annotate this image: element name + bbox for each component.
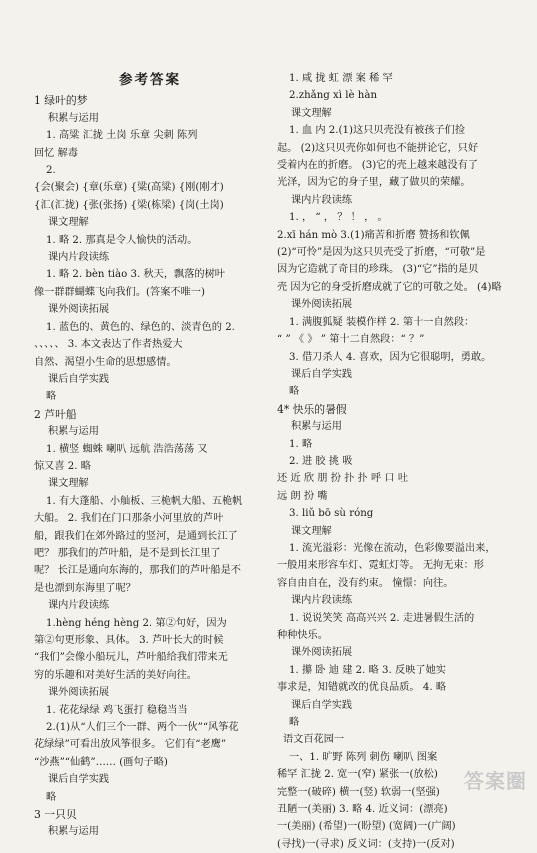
subsection-heading: 课内片段读练: [48, 600, 110, 612]
answer-line: 1. 血 内 2.(1)这只贝壳没有被孩子们捡: [289, 125, 466, 137]
answer-line: 花绿绿”可看出放风筝很多。 它们有“老鹰”: [34, 739, 227, 751]
answer-line: 事求是，知错就改的优良品质。 4. 略: [277, 682, 447, 694]
subsection-heading: 课外阅读拓展: [48, 687, 110, 699]
answer-line: 光泽，因为它的身子里，藏了做贝的荣耀。: [277, 177, 471, 189]
answer-line: 、、、、、 3. 本文表达了作者热爱大: [34, 339, 183, 351]
answer-line: 起。 (2)这只贝壳你如何也不能拼论它，只好: [277, 142, 479, 154]
subsection-heading: 积累与运用: [291, 421, 342, 433]
answer-line: 一(美丽) (希望)一(盼望) (宽阔)一(广阔): [277, 821, 456, 833]
answer-line: 回忆 解毒: [34, 147, 78, 159]
left-column: [34, 70, 266, 841]
answer-line: 一般用来形容车灯、霓虹灯等。 无拘无束：形: [277, 560, 484, 572]
section-heading: 1 绿叶的梦: [34, 94, 88, 108]
answer-line: 1. 蓝色的、黄色的、绿色的、淡青色的 2.: [46, 321, 235, 333]
subsection-heading: 课后自学实践: [291, 368, 353, 380]
answer-line: 容自由自在，没有约束。 憧憬：向往。: [277, 577, 454, 589]
subsection-heading: 积累与运用: [48, 826, 99, 838]
answer-line: 惊又喜 2. 略: [34, 460, 91, 472]
subsection-heading: 课内片段读练: [48, 252, 110, 264]
answer-line: 1. 花花绿绿 鸡飞蛋打 稳稳当当: [46, 704, 188, 716]
subsection-heading: 课外阅读拓展: [48, 304, 110, 316]
subsection-heading: 课内片段读练: [291, 595, 353, 607]
answer-line: 第②句更形象、具体。 3. 芦叶长大的时候: [34, 635, 224, 646]
answer-line: 1. 流光溢彩：光像在流动，色彩像要溢出来，: [289, 542, 496, 554]
answer-line: 一、1. 旷野 陈列 刺伤 喇叭 图案: [289, 751, 438, 763]
subsection-heading: 课外阅读拓展: [291, 299, 353, 311]
answer-line: 1. 咸 拢 虹 漂 案 稀 罕: [289, 73, 393, 84]
answer-line: 是也漂到东海里了呢？: [34, 582, 136, 594]
answer-line: 1. 高粱 汇拢 土岗 乐章 尖刺 陈列: [46, 130, 198, 142]
answer-line: 丑陋一(美丽) 3. 略 4. 近义词：(漂亮): [277, 804, 448, 816]
subsection-heading: 课后自学实践: [291, 699, 353, 711]
answer-line: 船，跟我们在郊外路过的竖河，是通到长江了: [34, 530, 238, 542]
answer-line: “我们”会像小船玩儿，芦叶船给我们带来无: [34, 652, 228, 664]
subsection-heading: 课文理解: [291, 525, 332, 537]
answer-line: 1. 攥 卧 迪 建 2. 略 3. 反映了她实: [289, 664, 446, 676]
answer-line: 2. 进 胶 挑 吸: [289, 455, 353, 467]
section-heading: 4* 快乐的暑假: [277, 402, 347, 416]
section-heading: 2 芦叶船: [34, 407, 77, 421]
answer-line: 1. 满腹狐疑 装模作样 2. 第十一自然段：: [289, 316, 475, 328]
answer-line: 1. 略: [289, 438, 313, 450]
answer-line: 3. liǔ bō sù róng: [289, 508, 374, 520]
answer-line: 吧？ 那我们的芦叶船，是不是到长江里了: [34, 547, 221, 559]
subsection-heading: 课文理解: [291, 107, 332, 119]
answer-line: 略: [289, 717, 300, 729]
answer-line: 3. 借刀杀人 4. 喜欢，因为它很聪明，勇敢。: [289, 351, 492, 363]
page-title: 参考答案: [119, 72, 181, 88]
answer-line: {会(聚会) {章(乐章) {粱(高粱) {刚(刚才): [34, 182, 224, 194]
answer-line: 呢？ 长江是通向东海的，那我们的芦叶船是不: [34, 565, 241, 577]
answer-line: 1. 略 2. bèn tiào 3. 秋天，飘落的树叶: [46, 269, 225, 281]
answer-line: 略: [46, 791, 57, 803]
answer-line: 1. ， “ ， ？ ！ ， 。: [289, 212, 388, 224]
answer-line: 受着内在的折磨。 (3)它的壳上越来越没有了: [277, 160, 479, 172]
answer-line: 像一群群蝴蝶飞向我们。(答案不唯一): [34, 286, 205, 298]
answer-line: 稀罕 汇拢 2. 宽一(窄) 紧张一(放松): [277, 769, 438, 781]
answer-line: 1. 略 2. 那真是令人愉快的活动。: [46, 234, 198, 246]
answer-line: 大船。 2. 我们在门口那条小河里放的芦叶: [34, 513, 224, 525]
answer-line: 还 近 欣 朋 扮 扑 扑 呼 口 吐: [277, 473, 409, 485]
answer-line: 完整一(破碎) 横一(竖) 软弱一(坚强): [277, 786, 440, 798]
subsection-heading: 课内片段读练: [291, 194, 353, 206]
answer-line: 2.zhǎng xì lè hàn: [289, 90, 378, 102]
subsection-heading: 积累与运用: [48, 426, 99, 438]
answer-line: 种种快乐。: [277, 630, 328, 641]
subsection-heading: 课文理解: [48, 217, 89, 229]
answer-line: (寻找)一(寻求) 反义词：(支持)一(反对): [277, 838, 455, 850]
answer-line: 1. 说说笑笑 高高兴兴 2. 走进暑假生活的: [289, 612, 475, 624]
answer-line: 2.(1)从“人们三个一群、两个一伙”“风筝花: [46, 722, 239, 734]
answer-line: 2.: [46, 165, 56, 177]
subsection-heading: 课文理解: [48, 478, 89, 490]
answer-line: 因为它造就了奇目的珍珠。 (3)“它”指的是贝: [277, 264, 479, 276]
answer-line: 远 朗 扮 嘴: [277, 490, 328, 502]
answer-line: {汇(汇拢) {张(张扬) {梁(栋梁) {岗(土岗): [34, 199, 224, 211]
answer-line: 壳 因为它的身受折磨成就了它的可敬之处。 (4)略: [277, 281, 502, 293]
right-column: [277, 70, 517, 853]
subsection-heading: 课后自学实践: [48, 774, 110, 786]
watermark-logo: 答案圈: [464, 769, 527, 793]
subsection-heading: 课后自学实践: [48, 373, 110, 385]
subsection-heading: 课外阅读拓展: [291, 647, 353, 659]
answer-line: 1. 横竖 蜘蛛 喇叭 远航 浩浩荡荡 又: [46, 443, 208, 455]
section-heading: 语文百花园一: [283, 734, 345, 746]
answer-line: 略: [289, 386, 300, 398]
answer-line: 2.xī hán mò 3.(1)痛苦和折磨 赞扬和钦佩: [277, 229, 470, 241]
answer-line: 自然、渴望小生命的思想感情。: [34, 356, 177, 368]
answer-line: 穷的乐趣和对美好生活的美好向往。: [34, 669, 197, 681]
answer-line: “ ” 《 》 ” 第十二自然段：“ ？”: [277, 334, 425, 346]
answer-line: 1.hèng héng hèng 2. 第②句好，因为: [46, 617, 227, 629]
answer-line: (2)“可怜”是因为这只贝壳受了折磨，“可敬”是: [277, 247, 486, 259]
answer-line: 1. 有大蓬船、小舢板、三桅帆大船、五桅帆: [46, 495, 243, 507]
answer-line: “沙燕”“仙鹤”…… (画句子略): [34, 756, 168, 768]
answer-line: 略: [46, 391, 57, 403]
section-heading: 3 一只贝: [34, 808, 77, 822]
subsection-heading: 积累与运用: [48, 112, 99, 124]
